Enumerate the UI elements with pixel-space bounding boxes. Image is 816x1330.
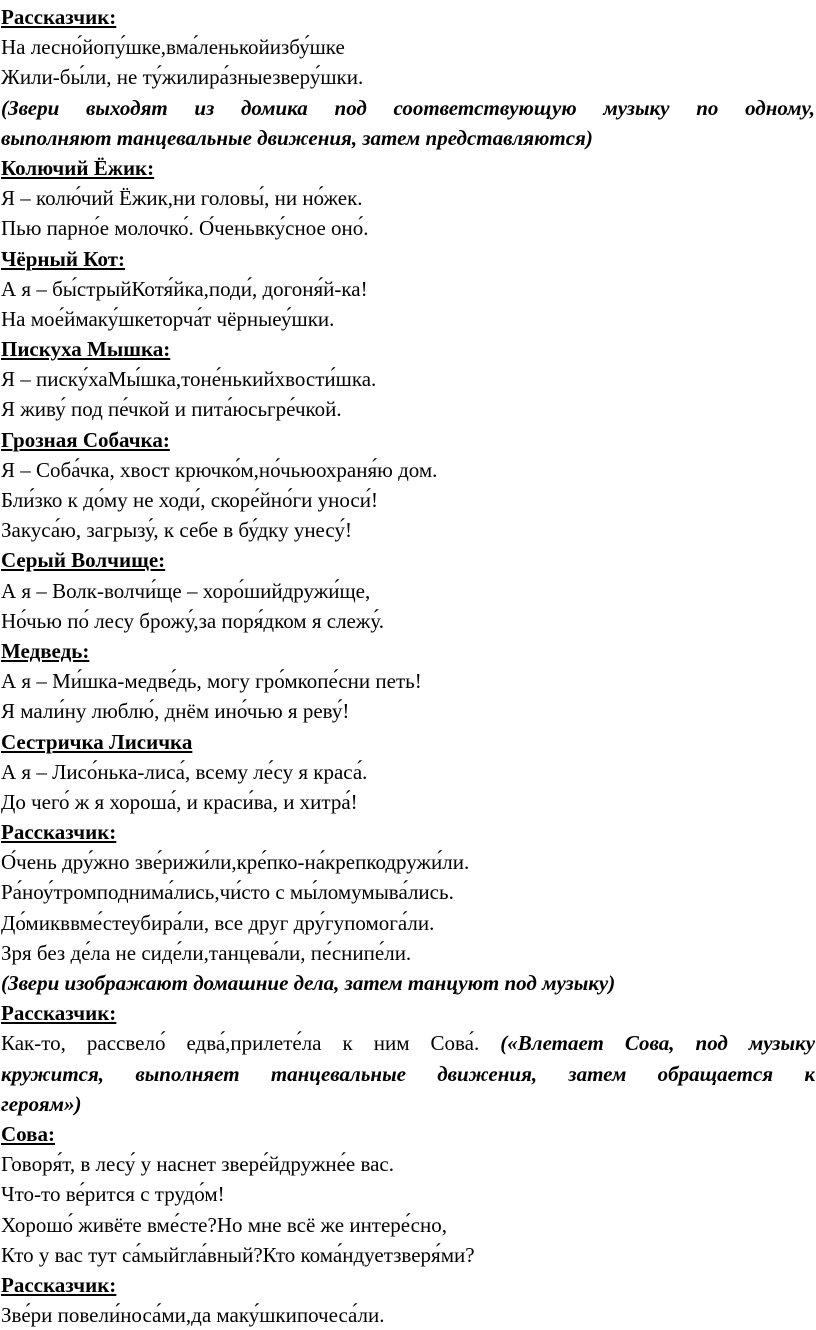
verse-line: А я – Лисо́нька-лиса́, всему ле́су я краса́.: [1, 759, 368, 784]
verse-line: Пью парно́е молочко́. О́ченьвку́сное оно́.: [1, 216, 369, 241]
verse-line: Ра́ноу́тромподнима́лись,чи́сто с мы́ломумыва́лись.: [1, 880, 454, 905]
verse-line: Я – Соба́чка, хвост крючко́м,но́чьюохраня́ю дом.: [1, 457, 438, 482]
verse-line: Кто у вас тут са́мыйгла́вный?Кто кома́ндуетзверя́ми?: [1, 1242, 475, 1267]
speaker-heading: Серый Волчище:: [1, 548, 166, 573]
stage-direction: (Звери изображают домашние дела, затем танцуют под музыку): [1, 971, 616, 995]
verse-line: На мое́ймаку́шкеторча́т чёрныеу́шки.: [1, 306, 335, 331]
verse-line: Бли́зко к до́му не ходи́, скоре́йно́ги уноси́!: [1, 488, 378, 512]
stage-direction: выполняют танцевальные движения, затем представляются): [1, 125, 593, 150]
verse-line: Я мали́ну люблю́, днём ино́чью я реву́!: [1, 699, 350, 724]
verse-line: Зве́ри повели́носа́ми,да маку́шкипочеса́ли.: [1, 1303, 385, 1328]
verse-line: Я – колю́чий Ёжик,ни головы́, ни но́жек.: [1, 186, 363, 211]
speaker-heading: Рассказчик:: [1, 1272, 117, 1297]
verse-line: А я – Ми́шка-медве́дь, могу гро́мкопе́сни петь!: [1, 669, 422, 694]
speaker-heading: Рассказчик:: [1, 1001, 117, 1026]
speaker-heading: Медведь:: [1, 638, 90, 663]
stage-direction: героям»): [1, 1091, 82, 1116]
verse-line: На лесно́йопу́шке,вма́ленькойизбу́шке: [1, 35, 345, 60]
verse-line: Что-то ве́рится с трудо́м!: [1, 1182, 225, 1207]
verse-line: Хорошо́ живёте вме́сте?Но мне всё же интере́сно,: [1, 1212, 447, 1237]
verse-line: [1, 1028, 815, 1058]
verse-line: Закуса́ю, загрызу́, к себе в бу́дку унесу́!: [1, 518, 352, 543]
verse-line: Говоря́т, в лесу́ у наснет звере́йдружне́е вас.: [1, 1152, 394, 1177]
stage-direction: кружится, выполняет танцевальные движения, затем обращается к: [1, 1061, 815, 1086]
verse-line: Зря без де́ла не сиде́ли,танцева́ли, пе́снипе́ли.: [1, 940, 412, 965]
verse-line: До чего́ ж я хороша́, и краси́ва, и хитра́!: [1, 789, 358, 814]
speaker-heading: Сова:: [1, 1121, 55, 1146]
speaker-heading: Колючий Ёжик:: [1, 155, 155, 180]
stage-direction: («Влетает Сова, под музыку: [500, 1031, 815, 1056]
verse-line: Я – писку́хаМы́шка,тоне́нькийхвости́шка.: [1, 367, 377, 392]
speaker-heading: Сестричка Лисичка: [1, 729, 193, 754]
speaker-heading: Пискуха Мышка:: [1, 337, 171, 362]
stage-direction: (Звери выходят из домика под соответствующую музыку по одному,: [1, 95, 815, 120]
speaker-heading: Грозная Собачка:: [1, 427, 170, 452]
verse-line: До́микввме́стеубира́ли, все друг дру́гупомога́ли.: [1, 910, 435, 935]
speaker-heading: Рассказчик:: [1, 820, 117, 845]
verse-text: Как-то, рассвело́ едва́,прилете́ла к ним Сова́.: [1, 1031, 480, 1056]
verse-line: Я живу́ под пе́чкой и пита́юсьгре́чкой.: [1, 397, 342, 422]
speaker-heading: Рассказчик:: [1, 5, 117, 29]
verse-line: О́чень дру́жно зве́рижи́ли,кре́пко-на́крепкодружи́ли.: [1, 850, 470, 875]
verse-line: А я – Волк-волчи́ще – хоро́шийдружи́ще,: [1, 578, 371, 603]
verse-line: Но́чью по́ лесу брожу́,за поря́дком я слежу́.: [1, 608, 385, 633]
speaker-heading: Чёрный Кот:: [1, 246, 125, 271]
verse-line: А я – бы́стрыйКотя́йка,поди́, догоня́й-ка!: [1, 276, 368, 301]
verse-line: Жили-бы́ли, не ту́жилира́зныезверу́шки.: [1, 65, 364, 90]
